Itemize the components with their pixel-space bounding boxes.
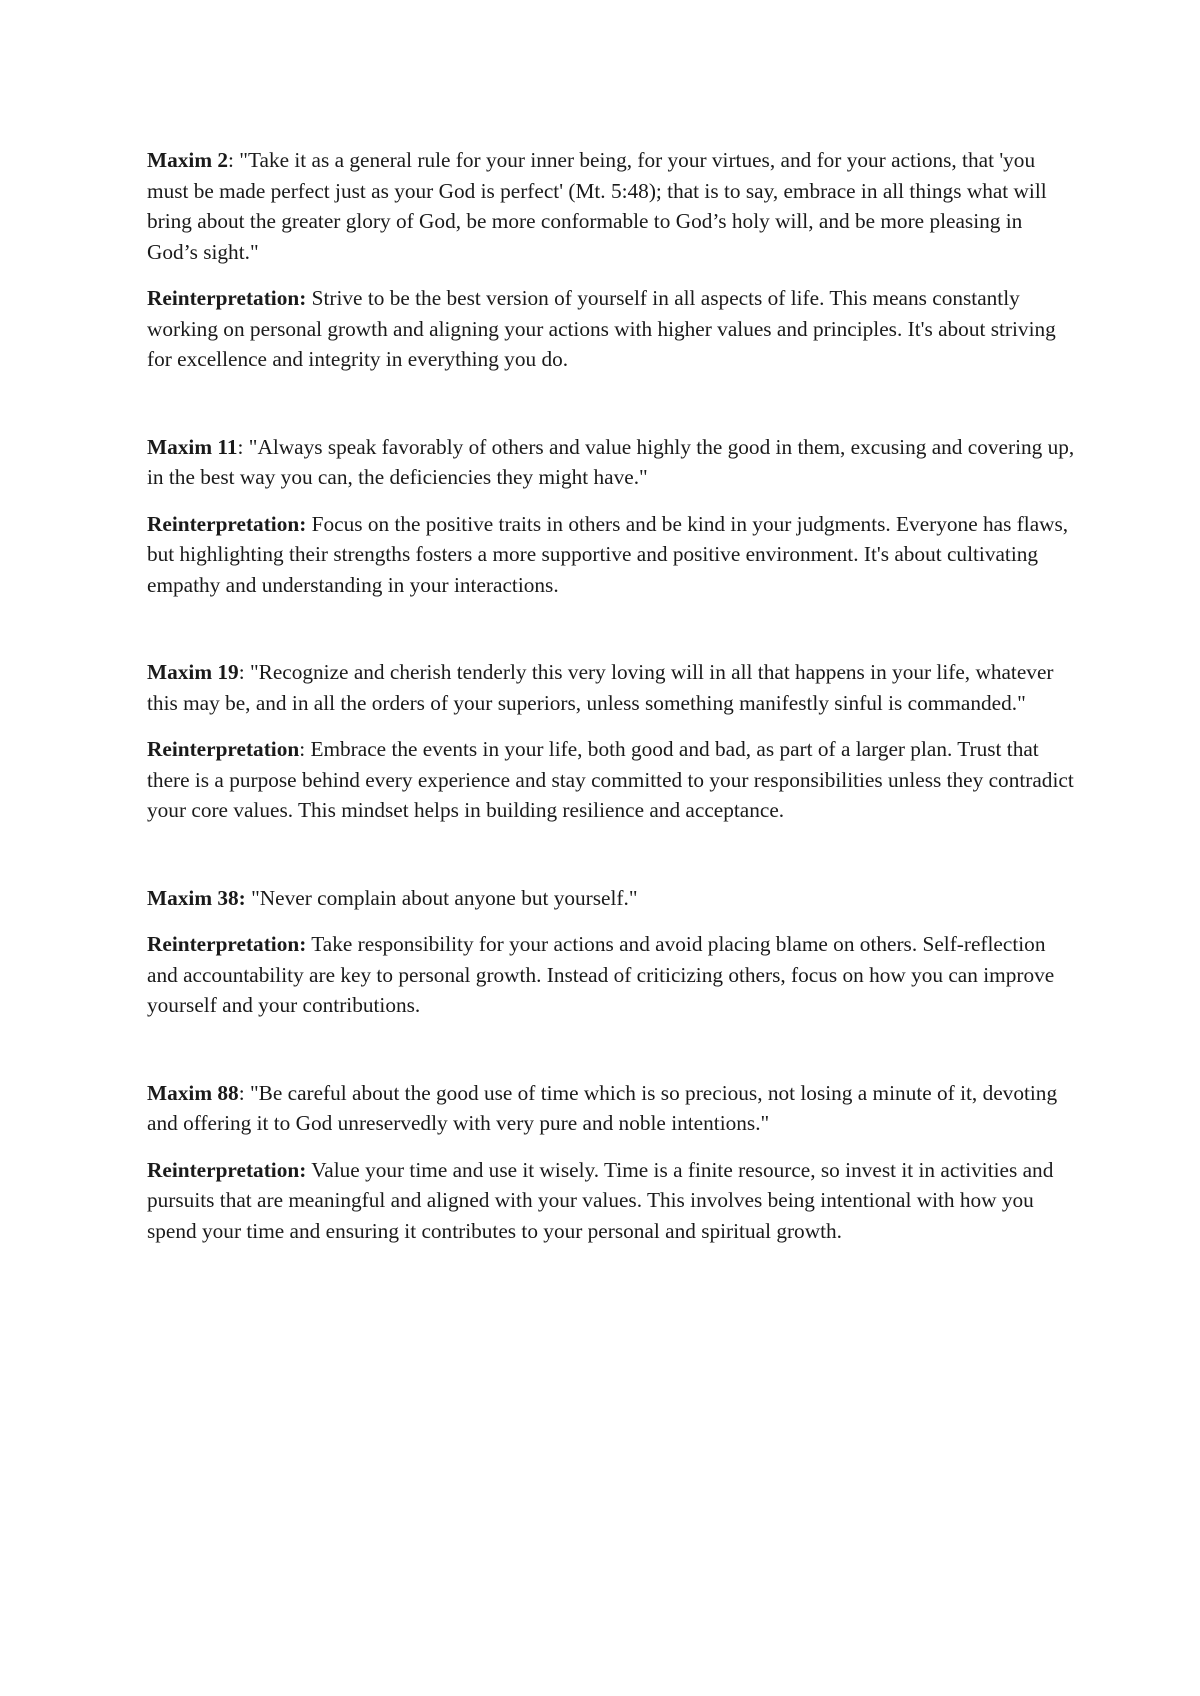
reinterpretation-paragraph — [147, 929, 1077, 1021]
maxim-paragraph — [147, 657, 1077, 718]
maxim-separator: : — [238, 660, 250, 684]
reinterpretation-label: Reinterpretation: — [147, 286, 307, 310]
maxim-separator: : — [228, 148, 240, 172]
reinterpretation-text: Strive to be the best version of yourself in all aspects of life. This means constantly working on personal growth and aligning your actions with higher values and principles. It's about striving for excellence and integrity in everything you do. — [147, 286, 1056, 371]
reinterpretation-text: Focus on the positive traits in others and be kind in your judgments. Everyone has flaws, but highlighting their strengths fosters a more supportive and positive environment. It's about cultivating empathy and understanding in your interactions. — [147, 511, 1069, 597]
maxim-entry-88 — [147, 1078, 1077, 1247]
maxim-entry-11 — [147, 432, 1077, 601]
maxim-label: Maxim 11 — [147, 434, 238, 459]
maxim-text: "Never complain about anyone but yourself." — [251, 885, 638, 910]
reinterpretation-label: Reinterpretation: — [147, 1157, 307, 1182]
maxim-paragraph — [147, 1078, 1077, 1139]
maxim-label: Maxim 19 — [147, 660, 239, 684]
maxim-paragraph — [147, 145, 1077, 267]
reinterpretation-label: Reinterpretation: — [147, 511, 307, 536]
reinterpretation-text: Embrace the events in your life, both good and bad, as part of a larger plan. Trust that there is a purpose behind every experience and stay committed to your responsibilities unless they contradict your core values. This mindset helps in building resilience and acceptance. — [147, 737, 1074, 822]
maxim-paragraph — [147, 432, 1077, 493]
maxim-label: Maxim 2 — [147, 148, 229, 172]
reinterpretation-label: Reinterpretation: — [147, 932, 307, 956]
maxim-text: "Be careful about the good use of time which is so precious, not losing a minute of it, devoting and offering it to God unreservedly with very pure and noble intentions." — [147, 1080, 1058, 1135]
reinterpretation-label: Reinterpretation — [147, 737, 300, 761]
reinterpretation-paragraph — [147, 734, 1077, 826]
reinterpretation-paragraph — [147, 283, 1077, 375]
document-page — [147, 145, 1077, 1246]
reinterpretation-paragraph — [147, 1155, 1077, 1247]
maxim-entry-38 — [147, 883, 1077, 1021]
maxim-entry-2 — [147, 145, 1077, 375]
reinterpretation-paragraph — [147, 509, 1077, 601]
maxim-label: Maxim 38: — [147, 885, 246, 910]
maxim-text: "Recognize and cherish tenderly this very loving will in all that happens in your life, whatever this may be, and in all the orders of your superiors, unless something manifestly sinful is commanded." — [147, 660, 1054, 715]
maxim-text: "Take it as a general rule for your inner being, for your virtues, and for your actions, that 'you must be made perfect just as your God is perfect' (Mt. 5:48); that is to say, embrace in all things what will bring about the greater glory of God, be more conformable to God’s holy will, and be more pleasing in God’s sight." — [147, 148, 1047, 264]
reinterpretation-text: Take responsibility for your actions and avoid placing blame on others. Self-reflection and accountability are key to personal growth. Instead of criticizing others, focus on how you can improve yourself and your contributions. — [147, 932, 1055, 1017]
reinterpretation-text: Value your time and use it wisely. Time is a finite resource, so invest it in activities and pursuits that are meaningful and aligned with your values. This involves being intentional with how you spend your time and ensuring it contributes to your personal and spiritual growth. — [147, 1157, 1054, 1243]
maxim-label: Maxim 88 — [147, 1080, 239, 1105]
maxim-paragraph — [147, 883, 1077, 914]
maxim-text: "Always speak favorably of others and value highly the good in them, excusing and covering up, in the best way you can, the deficiencies they might have." — [147, 434, 1075, 489]
maxim-entry-19 — [147, 657, 1077, 826]
maxim-separator: : — [238, 1080, 250, 1105]
reinterpretation-separator: : — [299, 737, 311, 761]
maxim-separator: : — [237, 434, 249, 459]
